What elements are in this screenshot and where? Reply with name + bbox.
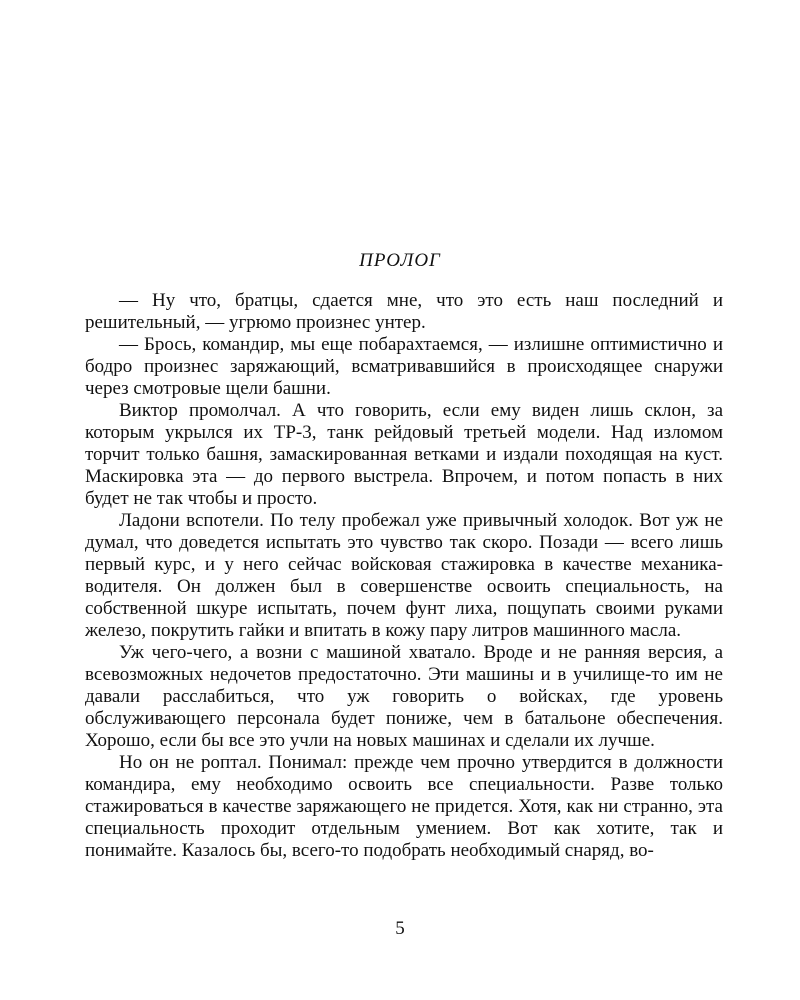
paragraph: Виктор промолчал. А что говорить, если ему виден лишь склон, за которым укрылся их ТР-3, танк рейдовый третьей модели. Над изломом торчит только башня, замаскированная ветками и издали походящая на куст. Маскировка эта — до первого выстрела. Впрочем, и потом попасть в них будет не так чтобы и просто. (85, 400, 723, 509)
paragraph: Уж чего-чего, а возни с машиной хватало. Вроде и не ранняя версия, а всевозможных недочетов предостаточно. Эти машины и в училище-то им не давали расслабиться, что уж говорить о войсках, где уровень обслуживающего персонала будет пониже, чем в батальоне обеспечения. Хорошо, если бы все это учли на новых машинах и сделали их лучше. (85, 642, 723, 751)
paragraph: Ладони вспотели. По телу пробежал уже привычный холодок. Вот уж не думал, что доведется испытать это чувство так скоро. Позади — всего лишь первый курс, и у него сейчас войсковая стажировка в качестве механика-водителя. Он должен был в совершенстве освоить специальность, на собственной шкуре испытать, почем фунт лиха, пощупать своими руками железо, покрутить гайки и впитать в кожу пару литров машинного масла. (85, 510, 723, 641)
chapter-title: ПРОЛОГ (359, 250, 441, 271)
page-number: 5 (395, 918, 405, 939)
paragraph: — Брось, командир, мы еще побарахтаемся, — излишне оптимистично и бодро произнес заряжающий, всматривавшийся в происходящее снаружи через смотровые щели башни. (85, 334, 723, 399)
paragraph: Но он не роптал. Понимал: прежде чем прочно утвердится в должности командира, ему необходимо освоить все специальности. Разве только стажироваться в качестве заряжающего не придется. Хотя, как ни странно, эта специальность проходит отдельным умением. Вот как хотите, так и понимайте. Казалось бы, всего-то подобрать необходимый снаряд, во- (85, 752, 723, 861)
paragraph: — Ну что, братцы, сдается мне, что это есть наш последний и решительный, — угрюмо произнес унтер. (85, 290, 723, 333)
body-text (85, 290, 723, 862)
